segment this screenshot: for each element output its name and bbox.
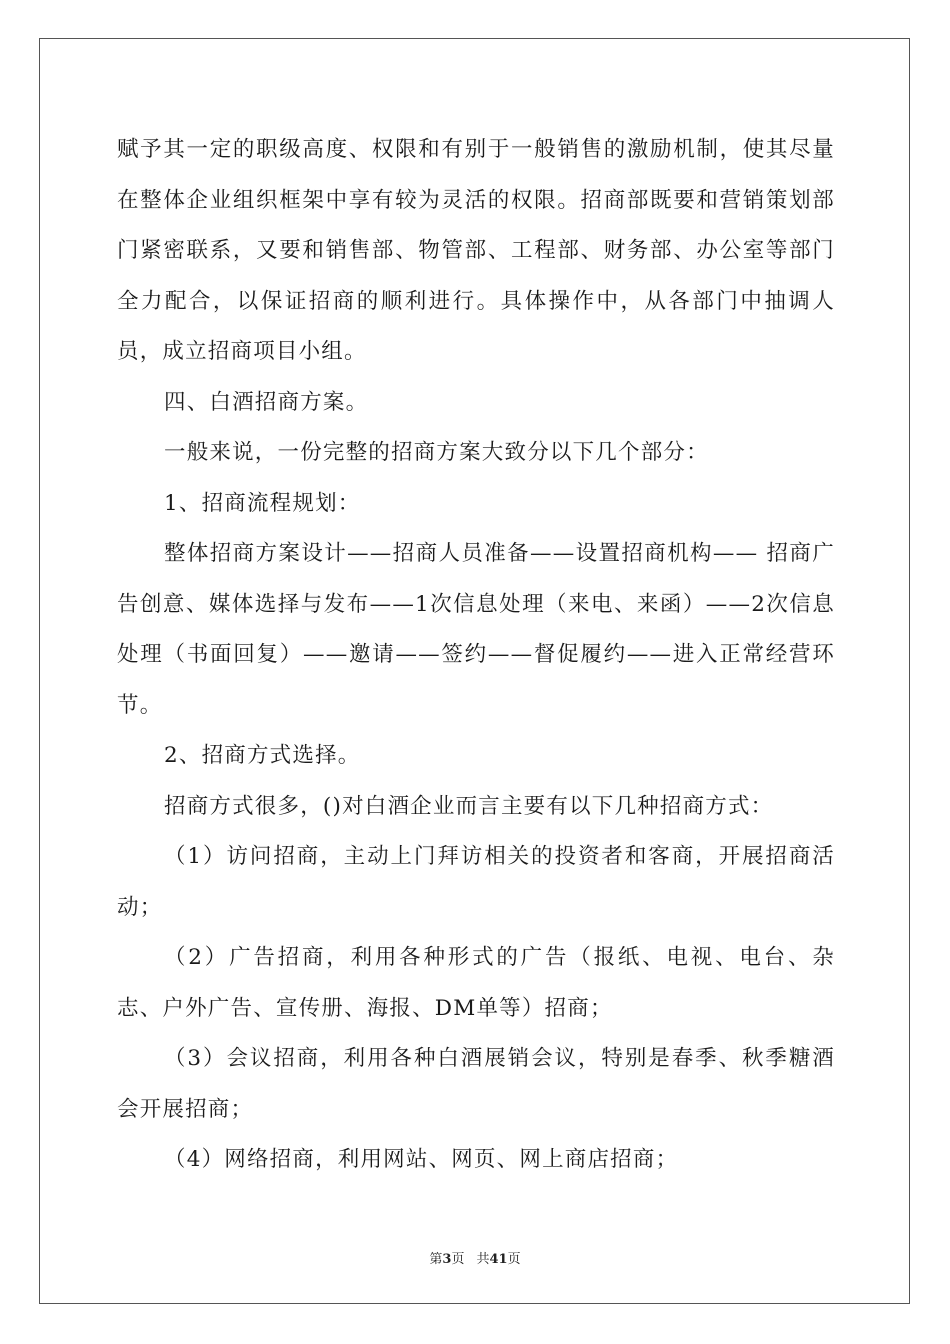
list-item-2: （2）广告招商，利用各种形式的广告（报纸、电视、电台、杂志、户外广告、宣传册、海报、DM单等）招商； (117, 945, 835, 1021)
subheading-1: 1、招商流程规划： (164, 490, 361, 516)
paragraph-1: 赋予其一定的职级高度、权限和有别于一般销售的激励机制，使其尽量在整体企业组织框架中享有较为灵活的权限。招商部既要和营销策划部门紧密联系，又要和销售部、物管部、工程部、财务部、办公室等部门全力配合，以保证招商的顺利进行。具体操作中，从各部门中抽调人员，成立招商项目小组。 (117, 137, 835, 364)
page-prefix: 第 (429, 1252, 443, 1267)
list-item-3: （3）会议招商，利用各种白酒展销会议，特别是春季、秋季糖酒会开展招商； (117, 1046, 835, 1122)
page-footer (0, 1248, 950, 1267)
total-prefix: 共 (476, 1252, 490, 1267)
paragraph-process: 整体招商方案设计——招商人员准备——设置招商机构—— 招商广告创意、媒体选择与发布——1次信息处理（来电、来函）——2次信息处理（书面回复）——邀请——签约——督促履约——进入正常经营环节。 (117, 541, 835, 718)
paragraph-methods: 招商方式很多，()对白酒企业而言主要有以下几种招商方式： (164, 793, 774, 819)
page-suffix: 页 (451, 1252, 465, 1267)
total-suffix: 页 (507, 1252, 521, 1267)
document-body (117, 125, 835, 1186)
subheading-2: 2、招商方式选择。 (164, 743, 361, 768)
list-item-1: （1）访问招商，主动上门拜访相关的投资者和客商，开展招商活动； (117, 844, 835, 920)
section-heading-4: 四、白酒招商方案。 (164, 389, 369, 415)
list-item-4: （4）网络招商，利用网站、网页、网上商店招商； (164, 1147, 679, 1172)
total-pages: 41 (489, 1252, 508, 1267)
page-number: 3 (442, 1252, 452, 1267)
paragraph-intro: 一般来说，一份完整的招商方案大致分以下几个部分： (164, 440, 709, 465)
